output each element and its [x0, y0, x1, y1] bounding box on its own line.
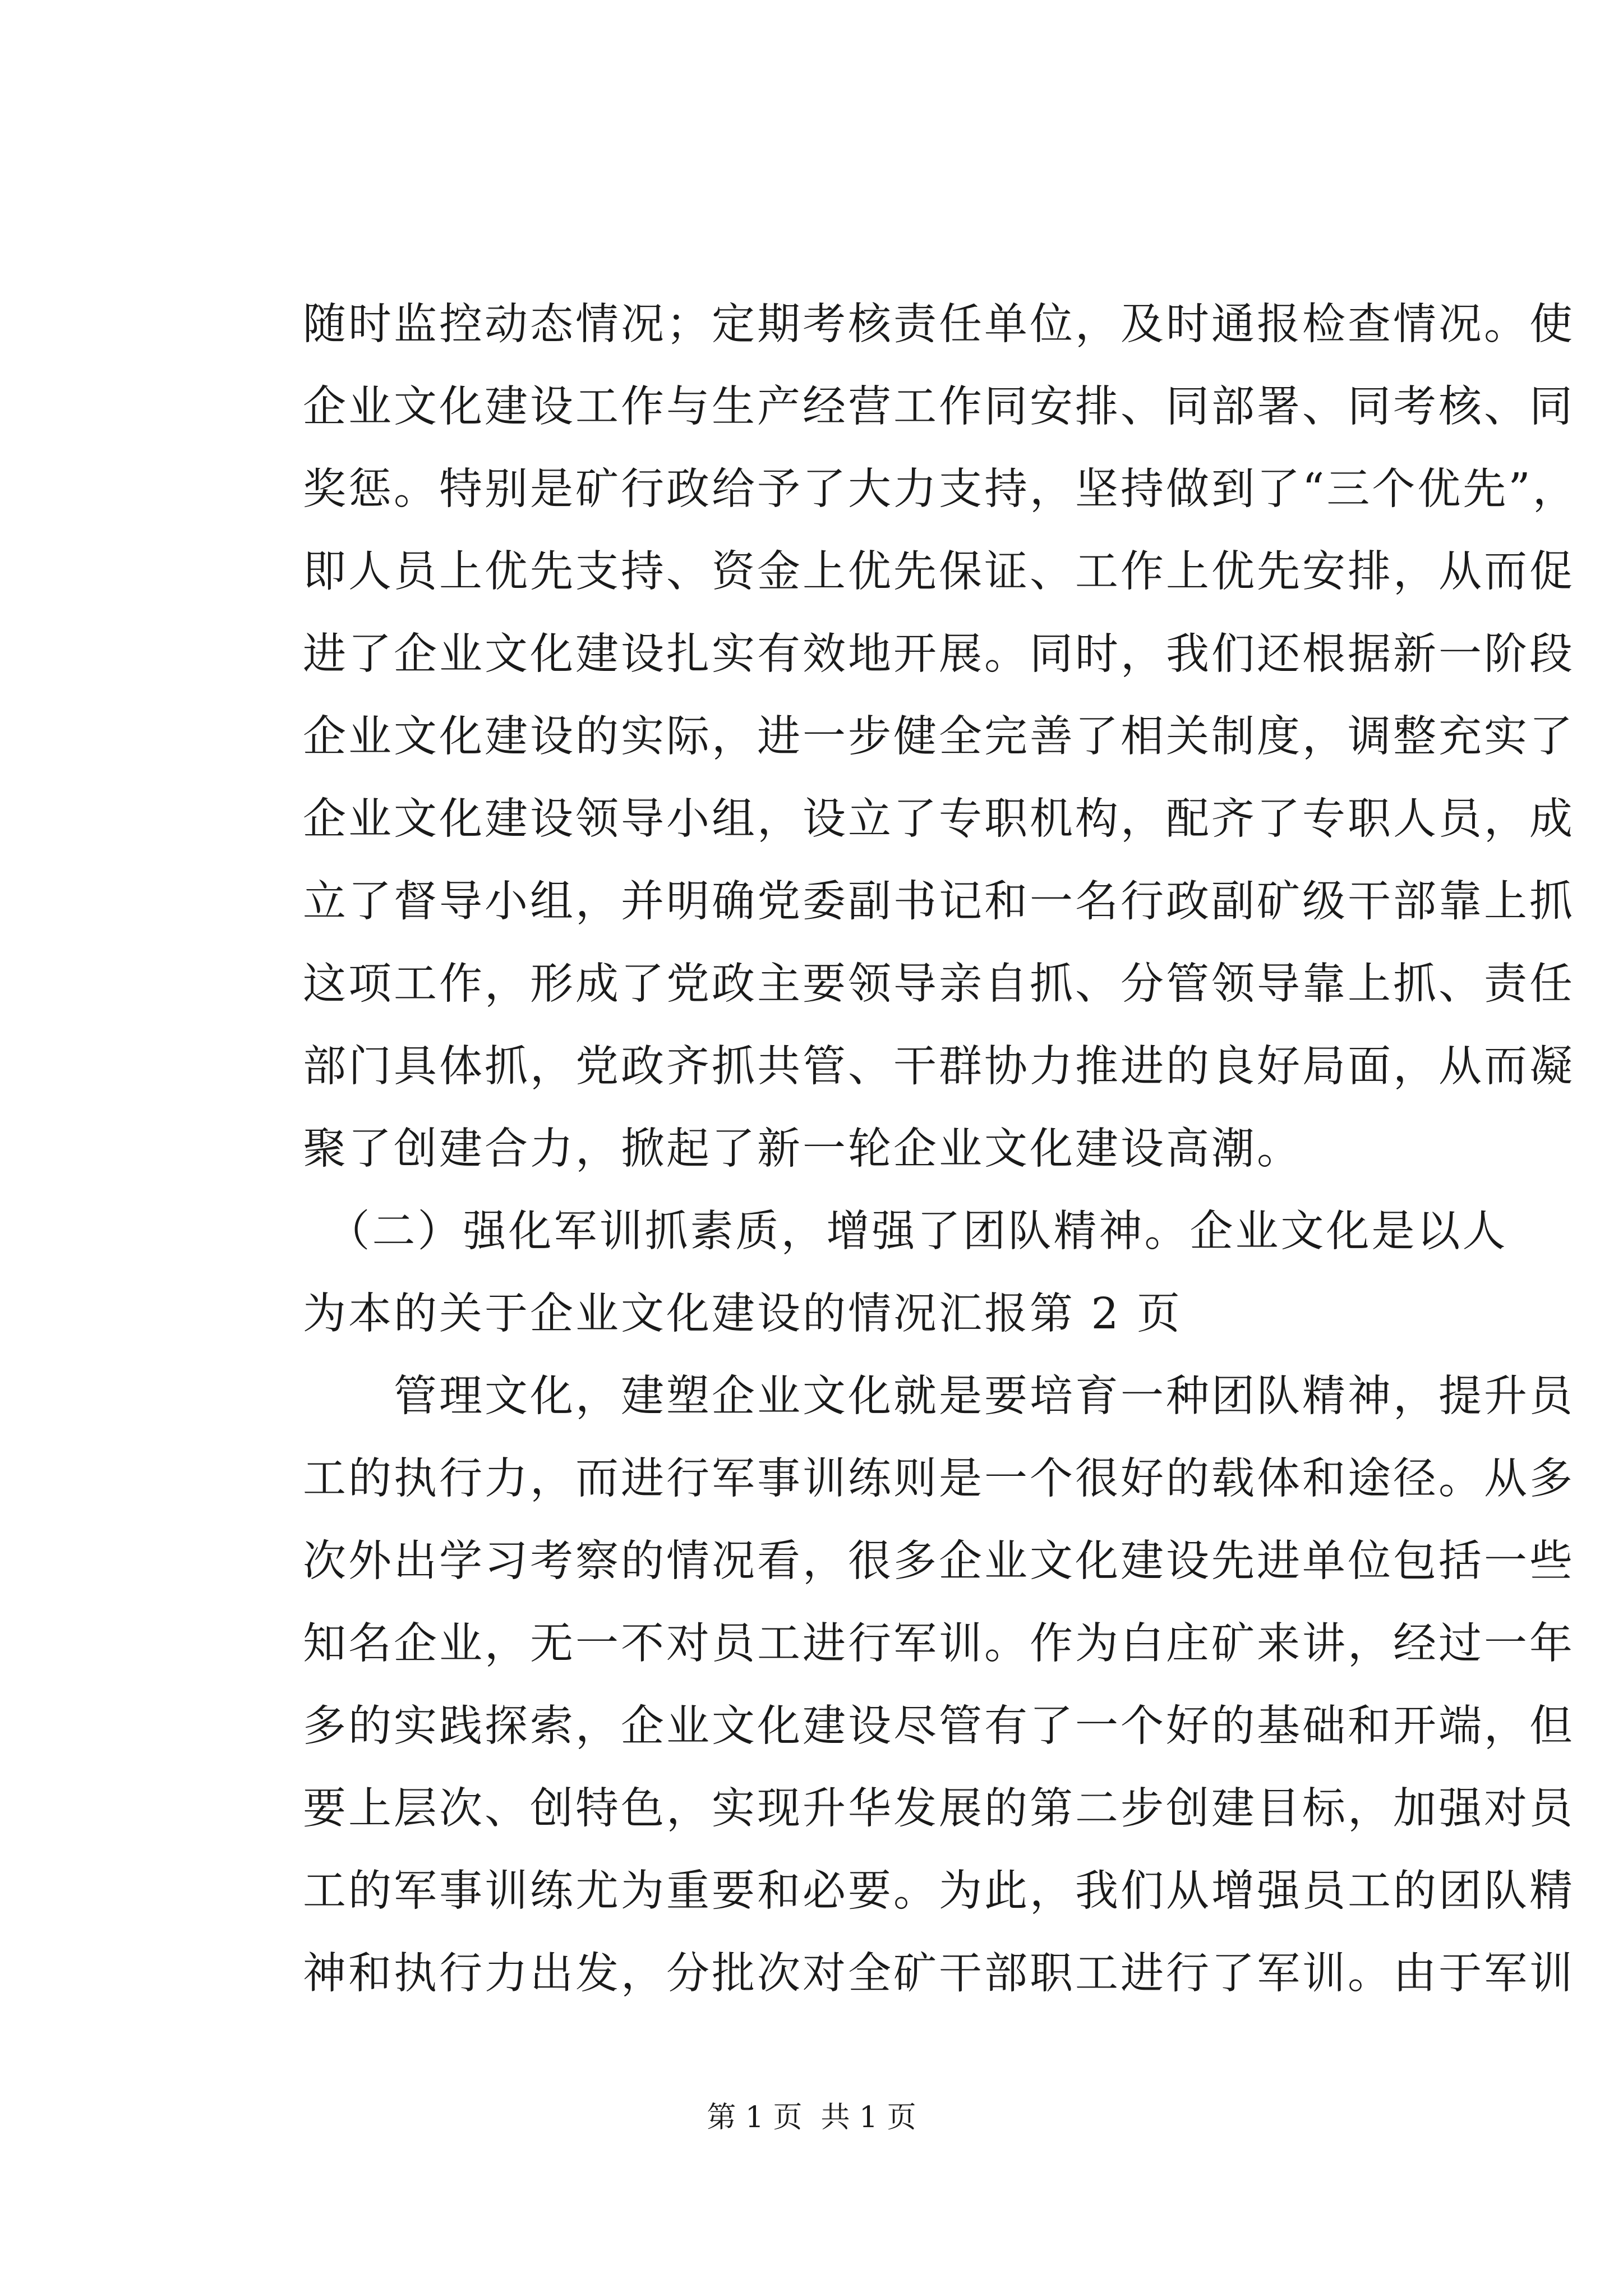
- text-line: 次外出学习考察的情况看，很多企业文化建设先进单位包括一些: [303, 1536, 1575, 1586]
- text-line: 即人员上优先支持、资金上优先保证、工作上优先安排，从而促: [303, 547, 1575, 597]
- text-line: 知名企业，无一不对员工进行军训。作为白庄矿来讲，经过一年: [303, 1619, 1575, 1669]
- text-line: 工的军事训练尤为重要和必要。为此，我们从增强员工的团队精: [303, 1866, 1575, 1916]
- text-line: 进了企业文化建设扎实有效地开展。同时，我们还根据新一阶段: [303, 629, 1575, 679]
- text-line: 为本的关于企业文化建设的情况汇报第 2 页: [303, 1289, 1182, 1339]
- text-line: 随时监控动态情况；定期考核责任单位，及时通报检查情况。使: [303, 300, 1575, 349]
- text-line: 要上层次、创特色，实现升华发展的第二步创建目标，加强对员: [303, 1784, 1575, 1834]
- text-line: 立了督导小组，并明确党委副书记和一名行政副矿级干部靠上抓: [303, 877, 1575, 927]
- text-line: 企业文化建设工作与生产经营工作同安排、同部署、同考核、同: [303, 382, 1575, 432]
- paragraph-start-line: 管理文化，建塑企业文化就是要培育一种团队精神，提升员: [303, 1372, 1575, 1421]
- text-line: 聚了创建合力，掀起了新一轮企业文化建设高潮。: [303, 1124, 1302, 1174]
- text-line: 工的执行力，而进行军事训练则是一个很好的载体和途径。从多: [303, 1454, 1575, 1504]
- text-line: 这项工作，形成了党政主要领导亲自抓、分管领导靠上抓、责任: [303, 959, 1575, 1009]
- text-line: 奖惩。特别是矿行政给予了大力支持，坚持做到了“三个优先”，: [303, 464, 1578, 514]
- section-heading-line: （二）强化军训抓素质，增强了团队精神。企业文化是以人: [303, 1207, 1508, 1257]
- text-line: 神和执行力出发，分批次对全矿干部职工进行了军训。由于军训: [303, 1949, 1575, 1999]
- text-line: 部门具体抓，党政齐抓共管、干群协力推进的良好局面，从而凝: [303, 1042, 1575, 1092]
- page-number-footer: 第 1 页 共 1 页: [707, 2101, 916, 2134]
- text-line: 企业文化建设领导小组，设立了专职机构，配齐了专职人员，成: [303, 794, 1575, 844]
- text-line: 企业文化建设的实际，进一步健全完善了相关制度，调整充实了: [303, 712, 1575, 762]
- text-line: 多的实践探索，企业文化建设尽管有了一个好的基础和开端，但: [303, 1701, 1575, 1751]
- body-text: [303, 283, 1578, 2015]
